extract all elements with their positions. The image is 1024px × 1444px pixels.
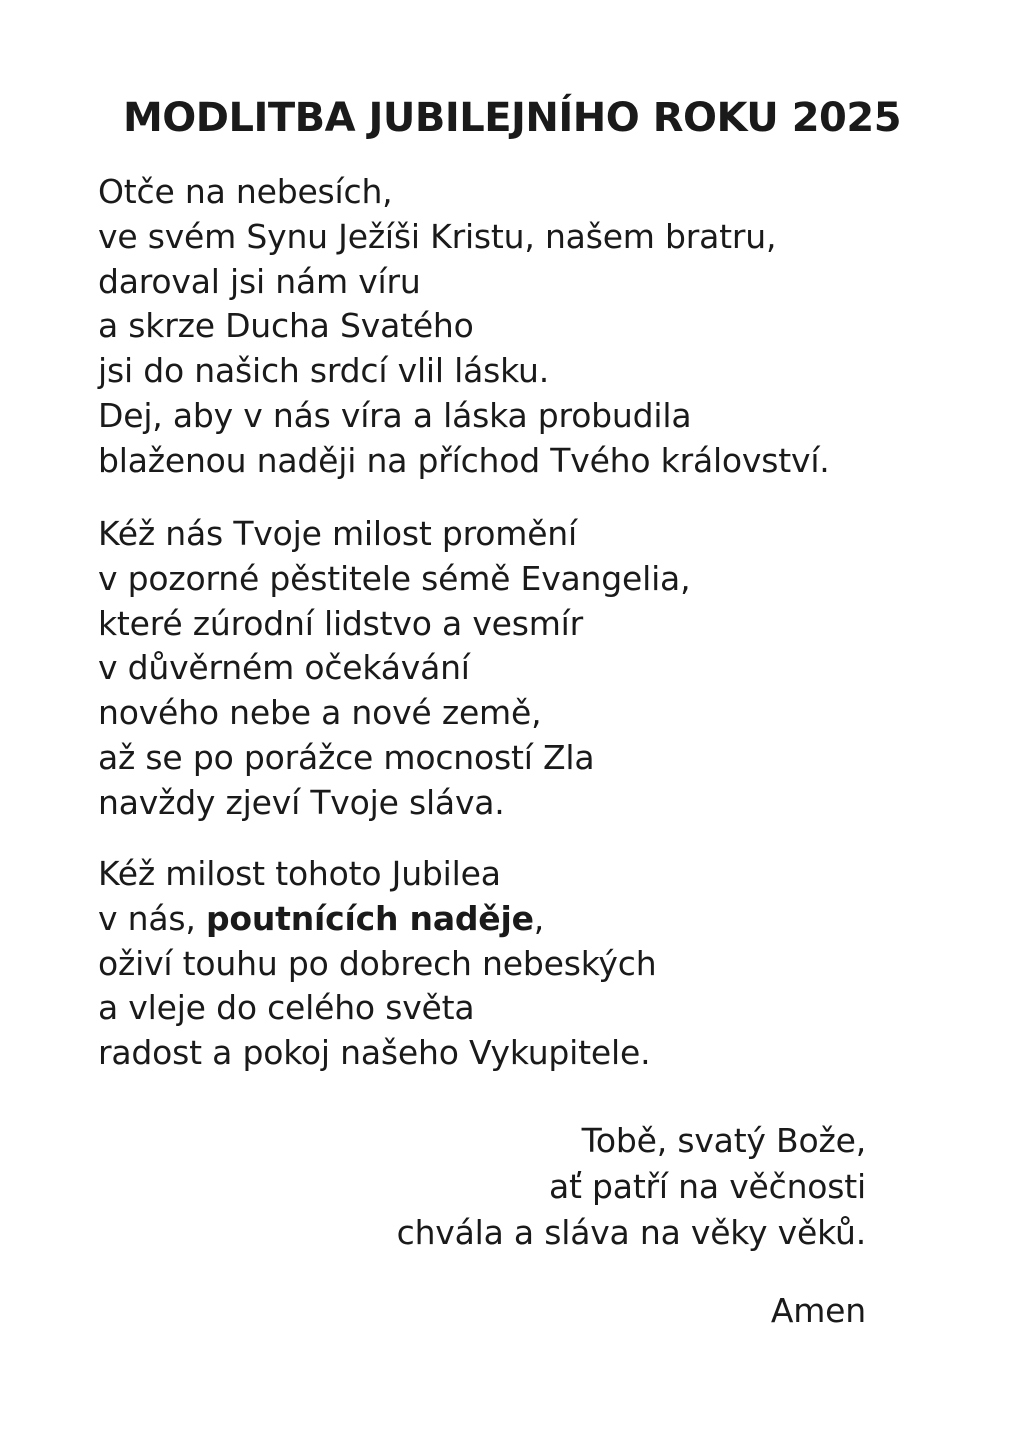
stanza-2 bbox=[98, 512, 918, 826]
stanza-line: ve svém Synu Ježíši Kristu, našem bratru, bbox=[98, 216, 777, 256]
stanza-3 bbox=[98, 852, 918, 1076]
line-suffix: , bbox=[533, 898, 545, 938]
amen-text: Amen bbox=[770, 1291, 866, 1330]
stanza-line: Otče na nebesích, bbox=[98, 172, 393, 211]
doxology-line: Tobě, svatý Bože, bbox=[581, 1121, 866, 1160]
stanza-line: Dej, aby v nás víra a láska probudila bbox=[98, 395, 692, 435]
stanza-line: a vleje do celého světa bbox=[98, 988, 475, 1028]
stanza-line: radost a pokoj našeho Vykupitele. bbox=[98, 1033, 651, 1073]
stanza-line: Kéž nás Tvoje milost promění bbox=[98, 514, 577, 553]
stanza-1 bbox=[98, 170, 918, 484]
stanza-line: až se po porážce mocností Zla bbox=[98, 737, 595, 777]
stanza-line: Kéž milost tohoto Jubilea bbox=[98, 854, 501, 893]
stanza-line: oživí touhu po dobrech nebeských bbox=[98, 943, 657, 983]
stanza-line: navždy zjeví Tvoje sláva. bbox=[98, 782, 505, 822]
stanza-line: jsi do našich srdcí vlil lásku. bbox=[98, 351, 550, 391]
doxology bbox=[397, 1118, 866, 1256]
emphasis-text: poutnících naděje bbox=[205, 898, 534, 938]
line-prefix: v nás, bbox=[98, 898, 206, 938]
stanza-line: které zúrodní lidstvo a vesmír bbox=[98, 603, 584, 643]
doxology-line: chvála a sláva na věky věků. bbox=[396, 1213, 866, 1252]
stanza-line: daroval jsi nám víru bbox=[98, 261, 421, 301]
doxology-line: ať patří na věčnosti bbox=[549, 1167, 866, 1206]
stanza-line: blaženou naději na příchod Tvého království. bbox=[98, 440, 830, 480]
stanza-line: v pozorné pěstitele sémě Evangelia, bbox=[98, 558, 691, 598]
stanza-line: v důvěrném očekávání bbox=[98, 648, 470, 688]
stanza-line: nového nebe a nové země, bbox=[98, 693, 542, 733]
stanza-line: a skrze Ducha Svatého bbox=[98, 306, 474, 346]
stanza-line-emphasis bbox=[98, 897, 918, 942]
page-title: MODLITBA JUBILEJNÍHO ROKU 2025 bbox=[122, 95, 902, 141]
